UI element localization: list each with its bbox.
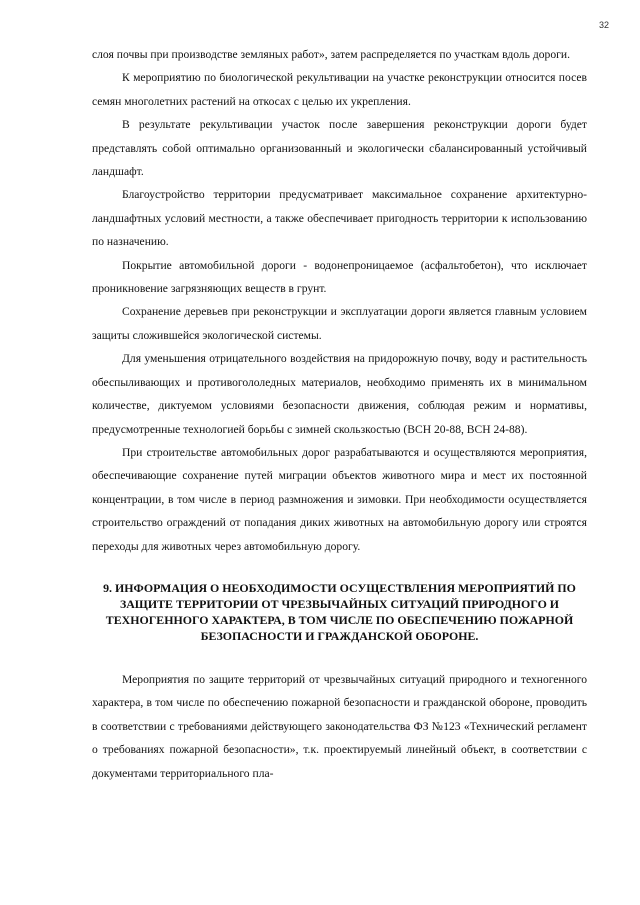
paragraph-soil-continuation: слоя почвы при производстве земляных работ», затем распределяется по участкам вдоль дороги.: [92, 48, 570, 61]
paragraph-wildlife-migration: При строительстве автомобильных дорог разрабатываются и осуществляются мероприятия, обеспечивающие сохранение путей миграции объектов животного мира и мест их постоянной концентрации, в том числе в период размножения и зимовки. При необходимости осуществляется строительство ограждений от попадания диких животных на автомобильную дорогу или строятся переходы для животных через автомобильную дорогу.: [92, 445, 587, 553]
paragraph-tree-preservation: Сохранение деревьев при реконструкции и эксплуатации дороги является главным условием защиты сложившейся экологической системы.: [92, 305, 587, 342]
paragraph-landscaping: Благоустройство территории предусматривает максимальное сохранение архитектурно-ландшафтных условий местности, а также обеспечивает пригодность территории к использованию по назначению.: [92, 188, 587, 249]
section-heading: 9. ИНФОРМАЦИЯ О НЕОБХОДИМОСТИ ОСУЩЕСТВЛЕНИЯ МЕРОПРИЯТИЙ ПО ЗАЩИТЕ ТЕРРИТОРИИ ОТ ЧРЕЗВЫЧАЙНЫХ СИТУАЦИЙ ПРИРОДНОГО И ТЕХНОГЕННОГО ХАРАКТЕРА, В ТОМ ЧИСЛЕ ПО ОБЕСПЕЧЕНИЮ ПОЖАРНОЙ БЕЗОПАСНОСТИ И ГРАЖДАНСКОЙ ОБОРОНЕ.: [103, 580, 576, 643]
document-body: [92, 43, 587, 785]
paragraph-road-surface: Покрытие автомобильной дороги - водонепроницаемое (асфальтобетон), что исключает проникновение загрязняющих веществ в грунт.: [92, 258, 587, 296]
paragraph-deicing-materials: Для уменьшения отрицательного воздействия на придорожную почву, воду и растительность обеспыливающих и противогололедных материалов, необходимо применять их в минимальном количестве, диктуемом условиями безопасности движения, соблюдая режим и нормативы, предусмотренные технологией борьбы с зимней скользкостью (ВСН 20-88, ВСН 24-88).: [92, 352, 587, 436]
paragraph-biological-recultivation: К мероприятию по биологической рекультивации на участке реконструкции относится посев семян многолетних растений на откосах с целью их укрепления.: [92, 71, 587, 108]
paragraph-recultivation-result: В результате рекультивации участок после завершения реконструкции дороги будет представлять собой оптимально организованный и экологически сбалансированный устойчивый ландшафт.: [92, 118, 587, 179]
page-number: 32: [598, 20, 609, 30]
paragraph-emergency-measures: Мероприятия по защите территорий от чрезвычайных ситуаций природного и техногенного характера, в том числе по обеспечению пожарной безопасности и гражданской обороне, проводить в соответствии с требованиями действующего законодательства ФЗ №123 «Технический регламент о требованиях пожарной безопасности», т.к. проектируемый линейный объект, в соответствии с документами территориального пла-: [92, 672, 587, 780]
